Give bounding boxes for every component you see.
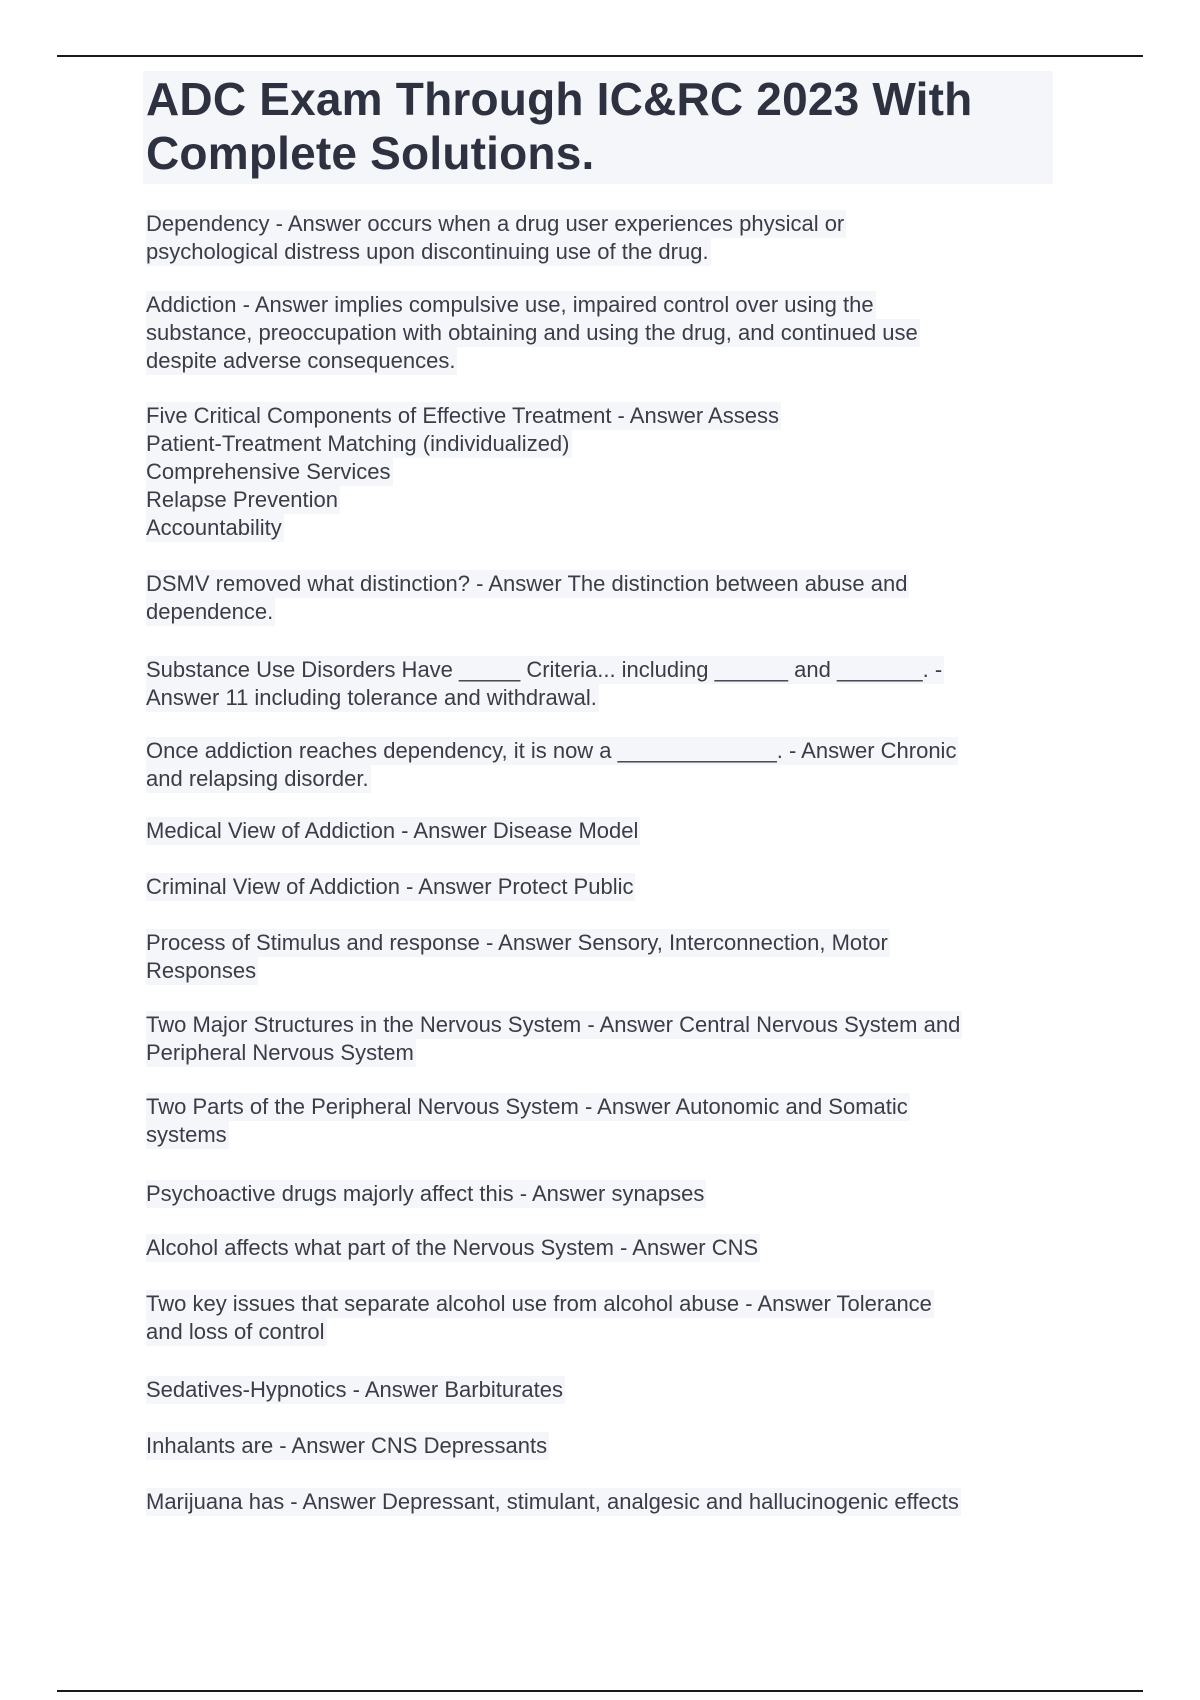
qa-item-chronic <box>146 737 1046 793</box>
qa-line: and relapsing disorder. <box>146 766 369 791</box>
document-title <box>146 72 1046 180</box>
qa-line: Patient-Treatment Matching (individualized) <box>146 431 570 456</box>
qa-item-dsmv <box>146 570 1046 626</box>
qa-line: DSMV removed what distinction? - Answer The distinction between abuse and <box>146 571 908 596</box>
qa-line: Marijuana has - Answer Depressant, stimulant, analgesic and hallucinogenic effects <box>146 1489 959 1514</box>
qa-item-peripheral-parts <box>146 1093 1046 1149</box>
title-line-1: ADC Exam Through IC&RC 2023 With <box>146 73 973 125</box>
qa-item-stimulus <box>146 929 1046 985</box>
qa-item-criminal-view <box>146 873 1046 901</box>
top-rule <box>57 55 1143 57</box>
qa-item-sud-criteria <box>146 656 1046 712</box>
qa-line: psychological distress upon discontinuing use of the drug. <box>146 239 709 264</box>
title-line-2: Complete Solutions. <box>146 127 595 179</box>
qa-line: Two Parts of the Peripheral Nervous System - Answer Autonomic and Somatic <box>146 1094 908 1119</box>
qa-line: dependence. <box>146 599 274 624</box>
qa-item-addiction <box>146 291 1046 375</box>
qa-line: systems <box>146 1122 227 1147</box>
qa-line: Inhalants are - Answer CNS Depressants <box>146 1433 548 1458</box>
qa-item-medical-view <box>146 817 1046 845</box>
qa-line: Sedatives-Hypnotics - Answer Barbiturates <box>146 1377 563 1402</box>
qa-line: Two Major Structures in the Nervous System - Answer Central Nervous System and <box>146 1012 961 1037</box>
qa-item-inhalants <box>146 1432 1046 1460</box>
qa-item-psychoactive <box>146 1180 1046 1208</box>
qa-line: Alcohol affects what part of the Nervous System - Answer CNS <box>146 1235 759 1260</box>
qa-line: Once addiction reaches dependency, it is now a _____________. - Answer Chronic <box>146 738 957 763</box>
qa-line: substance, preoccupation with obtaining and using the drug, and continued use <box>146 320 918 345</box>
qa-line: Peripheral Nervous System <box>146 1040 414 1065</box>
qa-line: Comprehensive Services <box>146 459 391 484</box>
qa-line: Answer 11 including tolerance and withdrawal. <box>146 685 597 710</box>
qa-line: and loss of control <box>146 1319 325 1344</box>
qa-item-major-structures <box>146 1011 1046 1067</box>
qa-item-five-components <box>146 402 1046 542</box>
qa-item-marijuana <box>146 1488 1046 1516</box>
qa-line: Psychoactive drugs majorly affect this - Answer synapses <box>146 1181 705 1206</box>
bottom-rule <box>57 1690 1143 1692</box>
qa-line: Substance Use Disorders Have _____ Criteria... including ______ and _______. - <box>146 657 943 682</box>
qa-line: Dependency - Answer occurs when a drug user experiences physical or <box>146 211 845 236</box>
qa-line: Five Critical Components of Effective Treatment - Answer Assess <box>146 403 779 428</box>
qa-line: despite adverse consequences. <box>146 348 456 373</box>
qa-item-alcohol-cns <box>146 1234 1046 1262</box>
qa-line: Relapse Prevention <box>146 487 339 512</box>
qa-item-dependency <box>146 210 1046 266</box>
qa-line: Process of Stimulus and response - Answer Sensory, Interconnection, Motor <box>146 930 888 955</box>
qa-line: Criminal View of Addiction - Answer Protect Public <box>146 874 634 899</box>
qa-line: Responses <box>146 958 257 983</box>
qa-line: Addiction - Answer implies compulsive use, impaired control over using the <box>146 292 874 317</box>
qa-line: Two key issues that separate alcohol use from alcohol abuse - Answer Tolerance <box>146 1291 932 1316</box>
qa-item-sedatives <box>146 1376 1046 1404</box>
qa-line: Accountability <box>146 515 282 540</box>
qa-item-alcohol-abuse <box>146 1290 1046 1346</box>
qa-line: Medical View of Addiction - Answer Disease Model <box>146 818 639 843</box>
